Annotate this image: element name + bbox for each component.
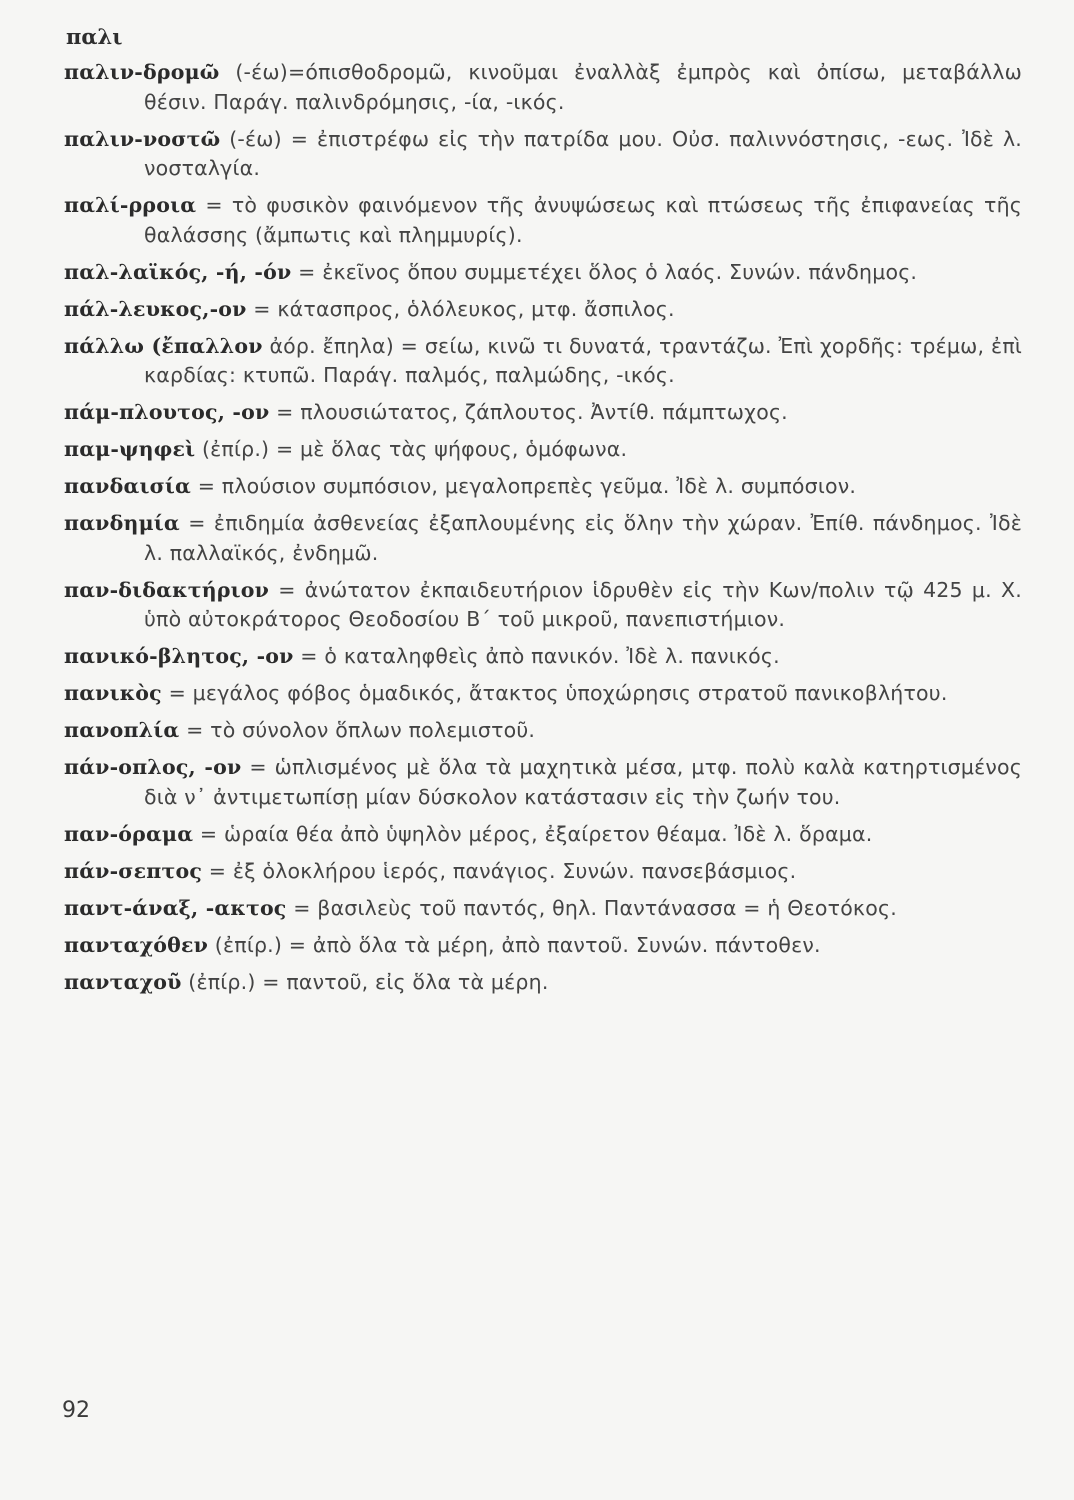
headword: πάμ-πλουτος, -ον xyxy=(64,400,270,424)
definition: = ὡπλισμένος μὲ ὅλα τὰ μαχητικὰ μέσα, μτφ. πολὺ καλὰ κατηρτισμένος διὰ ν᾿ ἀντιμετωπίσῃ μίαν δύσκολον κατάστασιν εἰς τὴν ζωήν του. xyxy=(144,755,1022,809)
definition: = τὸ φυσικὸν φαινόμενον τῆς ἀνυψώσεως καὶ πτώσεως τῆς ἐπιφανείας τῆς θαλάσσης (ἄμπωτις καὶ πλημμυρίς). xyxy=(144,193,1022,247)
definition: = ὡραία θέα ἀπὸ ὑψηλὸν μέρος, ἐξαίρετον θέαμα. Ἰδὲ λ. ὅραμα. xyxy=(193,821,873,846)
definition: = ὁ καταληφθεὶς ἀπὸ πανικόν. Ἰδὲ λ. πανικός. xyxy=(293,644,780,668)
headword: πανταχοῦ xyxy=(64,969,182,994)
dictionary-entry xyxy=(64,968,1022,998)
headword: πάν-σεπτος xyxy=(64,858,203,883)
headword: παλ-λαϊκός, -ή, -όν xyxy=(64,259,292,284)
definition: (ἐπίρ.) = παντοῦ, εἰς ὅλα τὰ μέρη. xyxy=(181,969,549,994)
dictionary-entry xyxy=(64,931,1022,961)
headword: πάν-οπλος, -ον xyxy=(64,755,242,779)
headword: παμ-ψηφεὶ xyxy=(64,437,196,461)
dictionary-entry xyxy=(64,398,1022,428)
headword: πανταχόθεν xyxy=(64,932,209,957)
dictionary-entry xyxy=(64,295,1022,325)
headword: πανδημία xyxy=(64,511,180,535)
definition: (-έω) = ἐπιστρέφω εἰς τὴν πατρίδα μου. Οὐσ. παλιννόστησις, -εως. Ἰδὲ λ. νοσταλγία. xyxy=(144,126,1022,180)
dictionary-entry xyxy=(64,258,1022,288)
definition: (-έω)=όπισθοδρομῶ, κινοῦμαι ἐναλλὰξ ἐμπρὸς καὶ ὀπίσω, μεταβάλλω θέσιν. Παράγ. παλινδρόμησις, -ία, -ικός. xyxy=(144,60,1022,114)
dictionary-entry xyxy=(64,679,1022,709)
definition: = ἐξ ὁλοκλήρου ἱερός, πανάγιος. Συνών. πανσεβάσμιος. xyxy=(202,858,797,883)
definition: (ἐπίρ.) = μὲ ὅλας τὰς ψήφους, ὁμόφωνα. xyxy=(195,437,628,461)
definition: = μεγάλος φόβος ὁμαδικός, ἄτακτος ὑποχώρησις στρατοῦ πανικοβλήτου. xyxy=(161,681,948,705)
headword: παν-όραμα xyxy=(64,821,194,846)
definition: ἀόρ. ἔπηλα) = σείω, κινῶ τι δυνατά, τραντάζω. Ἐπὶ χορδῆς: τρέμω, ἐπὶ καρδίας: κτυπῶ. Παράγ. παλμός, παλμώδης, -ικός. xyxy=(144,333,1022,387)
definition: = ἐκεῖνος ὅπου συμμετέχει ὅλος ὁ λαός. Συνών. πάνδημος. xyxy=(291,259,918,284)
headword: πάλ-λευκος,-ον xyxy=(64,296,247,321)
dictionary-entry xyxy=(64,509,1022,568)
definition: = ἐπιδημία ἀσθενείας ἐξαπλουμένης εἰς ὅλην τὴν χώραν. Ἐπίθ. πάνδημος. Ἰδὲ λ. παλλαϊκός, ἐνδημῶ. xyxy=(144,511,1022,565)
dictionary-entry xyxy=(64,58,1022,117)
dictionary-entry xyxy=(64,125,1022,184)
definition: (ἐπίρ.) = ἀπὸ ὅλα τὰ μέρη, ἀπὸ παντοῦ. Συνών. πάντοθεν. xyxy=(208,932,821,957)
dictionary-entry xyxy=(64,332,1022,391)
headword: πανοπλία xyxy=(64,718,180,742)
headword: πάλλω (ἔπαλλον xyxy=(64,333,263,358)
headword: παλιν-νοστῶ xyxy=(64,126,221,151)
dictionary-entry xyxy=(64,753,1022,812)
headword: παν-διδακτήριον xyxy=(64,577,270,602)
headword: παλί-ρροια xyxy=(64,193,197,217)
definition: = πλουσιώτατος, ζάπλουτος. Ἀντίθ. πάμπτωχος. xyxy=(269,400,788,424)
dictionary-entry xyxy=(64,576,1022,635)
dictionary-entry xyxy=(64,472,1022,502)
dictionary-entry xyxy=(64,894,1022,924)
definition: = ἀνώτατον ἐκπαιδευτήριον ἱδρυθὲν εἰς τὴν Κων/πολιν τῷ 425 μ. Χ. ὑπὸ αὐτοκράτορος Θεοδοσίου Β΄ τοῦ μικροῦ, πανεπιστήμιον. xyxy=(144,577,1022,631)
running-header: παλι xyxy=(66,24,123,49)
definition: = βασιλεὺς τοῦ παντός, θηλ. Παντάνασσα = ἡ Θεοτόκος. xyxy=(286,895,897,920)
headword: πανδαισία xyxy=(64,474,191,498)
dictionary-entry xyxy=(64,642,1022,672)
dictionary-entry xyxy=(64,857,1022,887)
dictionary-entry xyxy=(64,716,1022,746)
headword: παντ-άναξ, -ακτος xyxy=(64,895,287,920)
headword: πανικό-βλητος, -ον xyxy=(64,644,294,668)
definition: = κάτασπρος, ὁλόλευκος, μτφ. ἄσπιλος. xyxy=(246,296,675,321)
headword: παλιν-δρομῶ xyxy=(64,60,220,84)
page-number: 92 xyxy=(62,1398,90,1423)
definition: = τὸ σύνολον ὅπλων πολεμιστοῦ. xyxy=(179,718,536,742)
definition: = πλούσιον συμπόσιον, μεγαλοπρεπὲς γεῦμα. Ἰδὲ λ. συμπόσιον. xyxy=(190,474,857,498)
dictionary-entry xyxy=(64,191,1022,250)
dictionary-entry xyxy=(64,820,1022,850)
dictionary-entry xyxy=(64,435,1022,465)
entry-list xyxy=(64,58,1022,1005)
headword: πανικὸς xyxy=(64,681,162,705)
